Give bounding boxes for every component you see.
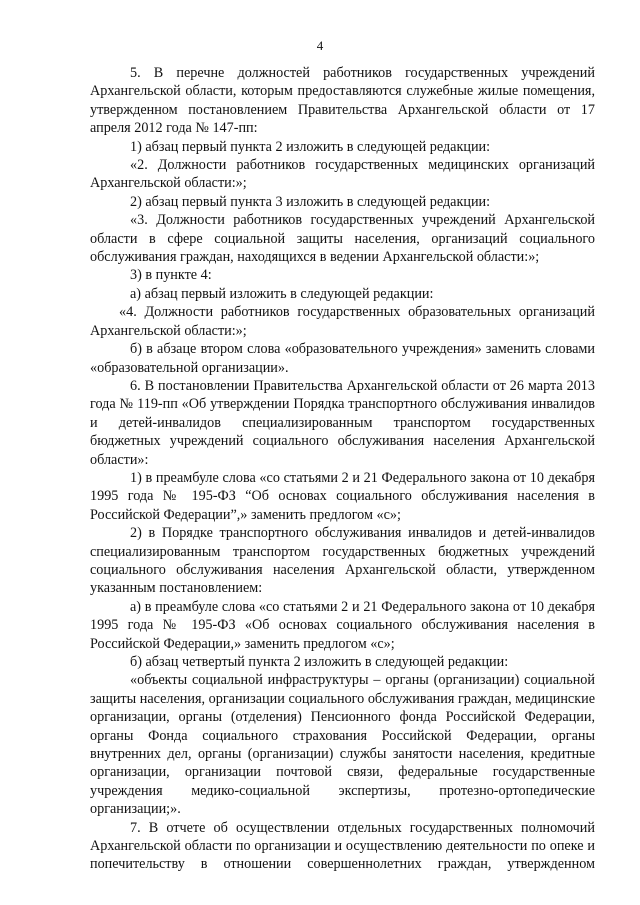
paragraph-6: 6. В постановлении Правительства Архангельской области от 26 марта 2013 года № 119-пп «Об утверждении Порядка транспортного обслуживания инвалидов и детей-инвалидов специализированным транспортом государственных бюджетных учреждений социального обслуживания населения Архангельской области»: <box>90 377 595 468</box>
paragraph-6-2-a: а) в преамбуле слова «со статьями 2 и 21 Федерального закона от 10 декабря 1995 года № 195-ФЗ «Об основах социального обслуживания населения в Российской Федерации,» заменить предлогом «с»; <box>90 598 595 652</box>
paragraph-5-2-quote: «3. Должности работников государственных учреждений Архангельской области в сфере социальной защиты населения, организаций социального обслуживания граждан, находящихся в ведении Архангельской области:»; <box>90 212 595 266</box>
paragraph-6-1: 1) в преамбуле слова «со статьями 2 и 21 Федерального закона от 10 декабря 1995 года № 195-ФЗ “Об основах социального обслуживания населения в Российской Федерации”,» заменить предлогом «с»; <box>90 469 595 523</box>
paragraph-5-3-b: б) в абзаце втором слова «образовательного учреждения» заменить словами «образовательной организации». <box>90 341 595 376</box>
paragraph-5-1-quote: «2. Должности работников государственных медицинских организаций Архангельской области:»; <box>90 157 595 192</box>
paragraph-5-3: 3) в пункте 4: <box>130 267 212 284</box>
paragraph-5-1: 1) абзац первый пункта 2 изложить в следующей редакции: <box>130 138 491 155</box>
paragraph-6-2-b: б) абзац четвертый пункта 2 изложить в следующей редакции: <box>130 654 509 670</box>
paragraph-5-3-a: а) абзац первый изложить в следующей редакции: <box>130 285 434 302</box>
page-number: 4 <box>316 38 324 53</box>
paragraph-5: 5. В перечне должностей работников государственных учреждений Архангельской области, которым предоставляются служебные жилые помещения, утвержденном постановлением Правительства Архангельской области от 17 апреля 2012 года № 147-пп: <box>90 65 595 137</box>
paragraph-5-3-a-quote: «4. Должности работников государственных образовательных организаций Архангельской области:»; <box>90 304 595 339</box>
paragraph-6-2: 2) в Порядке транспортного обслуживания инвалидов и детей-инвалидов специализированным транспортом государственных бюджетных учреждений социального обслуживания населения Архангельской области, утвержденном указанным постановлением: <box>90 525 595 597</box>
paragraph-6-2-b-quote: «объекты социальной инфраструктуры – органы (организации) социальной защиты населения, организации социального обслуживания граждан, медицинские организации, органы (отделения) Пенсионного фонда Российской Федерации, органы Фонда социального страхования Российской Федерации, органы внутренних дел, органы (организации) службы занятости населения, кредитные организации, организации почтовой связи, федеральные государственные учреждения медико-социальной экспертизы, протезно-ортопедические организации;». <box>90 672 595 818</box>
paragraph-5-2: 2) абзац первый пункта 3 изложить в следующей редакции: <box>130 193 491 210</box>
paragraph-7: 7. В отчете об осуществлении отдельных государственных полномочий Архангельской области по организации и осуществлению деятельности по опеке и попечительству в отношении совершеннолетних граждан, утвержденном <box>90 819 595 873</box>
document-body <box>90 64 595 874</box>
